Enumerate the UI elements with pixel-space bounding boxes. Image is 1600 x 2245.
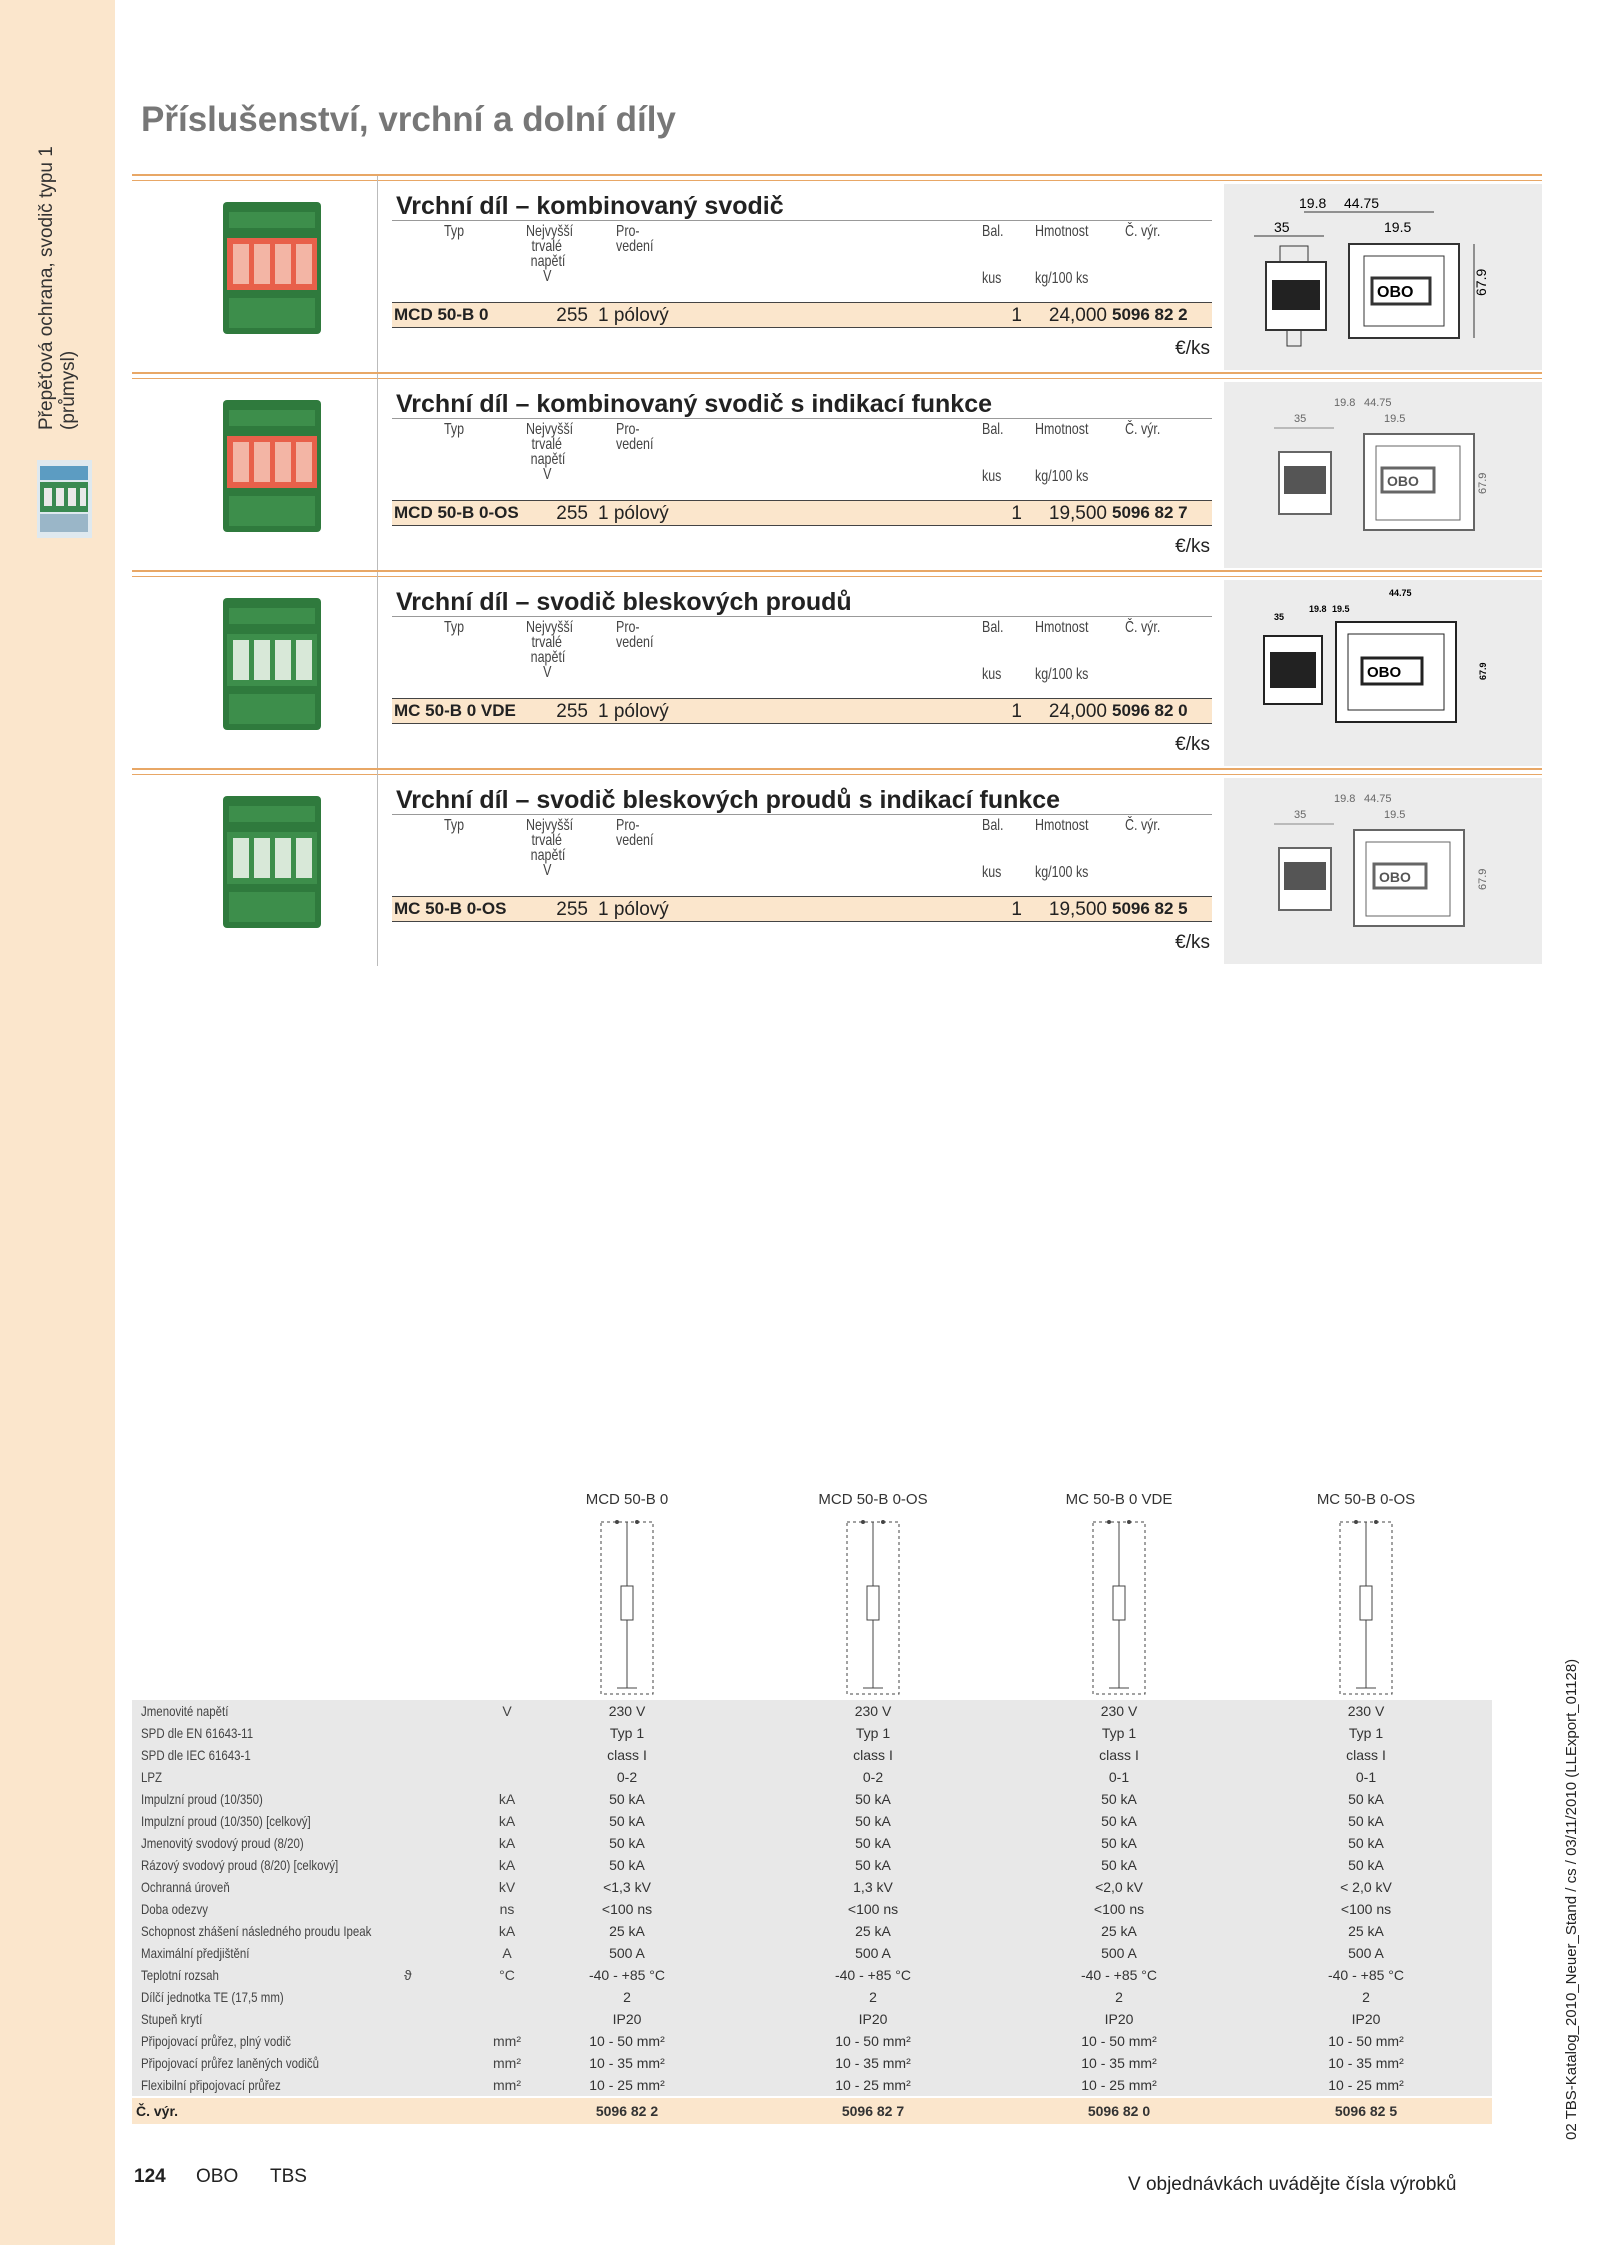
cell-voltage: 255 xyxy=(556,503,588,524)
header-weight: Hmotnost xyxy=(1035,817,1089,834)
spec-row xyxy=(132,1832,1492,1854)
spec-value: 50 kA xyxy=(609,1835,645,1851)
header-bal-unit: kus xyxy=(982,666,1002,683)
price-unit: €/ks xyxy=(1175,536,1210,557)
spec-value: 50 kA xyxy=(855,1835,891,1851)
cell-design: 1 pólový xyxy=(598,899,669,920)
header-bal-unit: kus xyxy=(982,468,1002,485)
table-row xyxy=(392,500,1212,526)
spec-value: 500 A xyxy=(609,1945,645,1961)
cell-bal: 1 xyxy=(1011,899,1022,920)
spec-value: 10 - 25 mm² xyxy=(835,2077,911,2093)
section-title: Vrchní díl – kombinovaný svodič s indikací funkce xyxy=(396,390,993,418)
order-table xyxy=(392,616,1212,766)
section-divider xyxy=(377,770,378,966)
spec-unit: °C xyxy=(499,1967,515,1983)
side-reference: 02 TBS-Katalog_2010_Neuer_Stand / cs / 03/11/2010 (LLExport_01128) xyxy=(1563,1658,1580,2140)
spec-value: 2 xyxy=(623,1989,631,2005)
header-bal-unit: kus xyxy=(982,270,1002,287)
wiring-diagram xyxy=(833,1516,913,1696)
spec-value: <100 ns xyxy=(1340,1901,1392,1917)
header-design: Pro- vedení xyxy=(616,619,654,651)
spec-unit: mm² xyxy=(493,2055,521,2071)
spec-row xyxy=(132,1810,1492,1832)
spec-row xyxy=(132,1788,1492,1810)
spec-row xyxy=(132,1854,1492,1876)
spec-value: 500 A xyxy=(855,1945,891,1961)
spec-value: Typ 1 xyxy=(609,1725,645,1741)
svg-text:35: 35 xyxy=(1274,612,1285,622)
header-typ: Typ xyxy=(444,817,465,834)
spec-unit: mm² xyxy=(493,2077,521,2093)
spec-label: Maximální předjištění xyxy=(141,1945,250,1961)
spec-unit: kA xyxy=(498,1835,516,1851)
header-design: Pro- vedení xyxy=(616,223,654,255)
diagram-label: MCD 50-B 0 xyxy=(585,1491,669,1508)
svg-text:19.5: 19.5 xyxy=(1384,809,1406,821)
header-typ: Typ xyxy=(444,421,465,438)
table-top-line xyxy=(392,814,1212,815)
header-bal: Bal. xyxy=(982,619,1004,636)
svg-text:35: 35 xyxy=(1294,809,1307,821)
spec-value: 230 V xyxy=(1100,1703,1138,1719)
spec-label: Impulzní proud (10/350) xyxy=(141,1791,263,1807)
svg-text:OBO: OBO xyxy=(1377,284,1414,301)
spec-value: 10 - 50 mm² xyxy=(1328,2033,1404,2049)
spec-value: 10 - 35 mm² xyxy=(589,2055,665,2071)
spec-value: 50 kA xyxy=(609,1791,645,1807)
cell-weight: 19,500 xyxy=(1048,899,1107,920)
header-bal: Bal. xyxy=(982,421,1004,438)
product-image xyxy=(217,198,327,338)
spec-value: 500 A xyxy=(1348,1945,1384,1961)
article-number-row xyxy=(132,2098,1492,2124)
spec-row xyxy=(132,2052,1492,2074)
diagram-label: MCD 50-B 0-OS xyxy=(818,1491,928,1508)
spec-value: 0-2 xyxy=(616,1769,638,1785)
cell-weight: 19,500 xyxy=(1048,503,1107,524)
order-table xyxy=(392,418,1212,568)
price-unit: €/ks xyxy=(1175,338,1210,359)
spec-label: Stupeň krytí xyxy=(141,2011,203,2027)
header-art: Č. výr. xyxy=(1125,421,1161,438)
svg-text:44.75: 44.75 xyxy=(1364,397,1392,409)
spec-value: 50 kA xyxy=(1348,1835,1384,1851)
cell-type: MCD 50-B 0 xyxy=(394,305,489,324)
section-divider xyxy=(377,374,378,570)
product-image xyxy=(217,792,327,932)
svg-text:35: 35 xyxy=(1294,413,1307,425)
spec-label: Připojovací průřez, plný vodič xyxy=(141,2033,291,2049)
svg-text:19.8: 19.8 xyxy=(1299,195,1327,211)
header-voltage: Nejvyšší trvalé napětí V xyxy=(526,817,574,879)
spec-value: -40 - +85 °C xyxy=(834,1967,912,1983)
spec-label: Teplotní rozsah xyxy=(141,1967,219,1983)
header-typ: Typ xyxy=(444,223,465,240)
diagram-label: MC 50-B 0-OS xyxy=(1316,1491,1416,1508)
spec-value: 10 - 35 mm² xyxy=(1081,2055,1157,2071)
spec-value: 0-1 xyxy=(1355,1769,1377,1785)
spec-row xyxy=(132,1964,1492,1986)
svg-text:67.9: 67.9 xyxy=(1473,268,1489,296)
svg-text:19.8: 19.8 xyxy=(1334,397,1356,409)
wiring-diagram xyxy=(587,1516,667,1696)
spec-unit: kV xyxy=(498,1879,516,1895)
spec-unit: kA xyxy=(498,1791,516,1807)
spec-value: 25 kA xyxy=(609,1923,645,1939)
spec-value: Typ 1 xyxy=(855,1725,891,1741)
cell-bal: 1 xyxy=(1011,305,1022,326)
spec-value: 10 - 50 mm² xyxy=(1081,2033,1157,2049)
header-weight: Hmotnost xyxy=(1035,619,1089,636)
table-top-line xyxy=(392,418,1212,419)
header-voltage: Nejvyšší trvalé napětí V xyxy=(526,421,574,483)
svg-text:19.8: 19.8 xyxy=(1334,793,1356,805)
cell-type: MCD 50-B 0-OS xyxy=(394,503,519,522)
sidebar-caption-line1: Přepěťová ochrana, svodič typu 1 xyxy=(36,146,57,430)
section-title: Vrchní díl – svodič bleskových proudů s indikací funkce xyxy=(396,786,1061,814)
product-section xyxy=(132,768,1542,968)
spec-value: 10 - 35 mm² xyxy=(1328,2055,1404,2071)
cell-type: MC 50-B 0-OS xyxy=(394,899,507,918)
cell-design: 1 pólový xyxy=(598,701,669,722)
cell-design: 1 pólový xyxy=(598,503,669,524)
cell-voltage: 255 xyxy=(556,305,588,326)
cell-art: 5096 82 0 xyxy=(1112,701,1188,720)
cell-weight: 24,000 xyxy=(1048,701,1107,722)
sidebar-caption xyxy=(36,10,80,430)
article-number-label: Č. výr. xyxy=(136,2103,179,2119)
svg-text:OBO: OBO xyxy=(1379,869,1411,885)
sidebar-caption-line2: (průmysl) xyxy=(58,350,79,430)
spec-value: 0-1 xyxy=(1108,1769,1130,1785)
spec-unit: kA xyxy=(498,1813,516,1829)
product-section xyxy=(132,174,1542,374)
svg-text:19.5: 19.5 xyxy=(1384,413,1406,425)
spec-value: 230 V xyxy=(1347,1703,1385,1719)
order-table xyxy=(392,220,1212,370)
spec-value: class I xyxy=(1099,1747,1139,1763)
order-table xyxy=(392,814,1212,964)
header-design: Pro- vedení xyxy=(616,817,654,849)
product-image xyxy=(217,396,327,536)
wiring-diagram xyxy=(1079,1516,1159,1696)
cell-bal: 1 xyxy=(1011,503,1022,524)
spec-value: Typ 1 xyxy=(1101,1725,1137,1741)
spec-value: IP20 xyxy=(1104,2011,1134,2027)
spec-row xyxy=(132,1898,1492,1920)
svg-text:44.75: 44.75 xyxy=(1344,195,1380,211)
table-top-line xyxy=(392,616,1212,617)
spec-value: 50 kA xyxy=(1348,1813,1384,1829)
header-bal: Bal. xyxy=(982,817,1004,834)
spec-row xyxy=(132,1920,1492,1942)
price-unit: €/ks xyxy=(1175,932,1210,953)
dimension-drawing xyxy=(1224,382,1542,568)
spec-label: Schopnost zhášení následného proudu Ipeak xyxy=(141,1923,372,1939)
spec-row xyxy=(132,1942,1492,1964)
spec-value: class I xyxy=(853,1747,893,1763)
table-row xyxy=(392,302,1212,328)
spec-row xyxy=(132,1876,1492,1898)
svg-text:67.9: 67.9 xyxy=(1477,868,1489,890)
spec-value: 2 xyxy=(1115,1989,1123,2005)
table-top-line xyxy=(392,220,1212,221)
spec-value: class I xyxy=(1346,1747,1386,1763)
spec-label: Rázový svodový proud (8/20) [celkový] xyxy=(141,1857,339,1873)
spec-unit: ns xyxy=(499,1901,515,1917)
product-image xyxy=(217,594,327,734)
cell-voltage: 255 xyxy=(556,701,588,722)
spec-label: Ochranná úroveň xyxy=(141,1879,230,1895)
cell-type: MC 50-B 0 VDE xyxy=(394,701,516,720)
spec-value: 50 kA xyxy=(609,1813,645,1829)
header-weight: Hmotnost xyxy=(1035,421,1089,438)
spec-value: <2,0 kV xyxy=(1095,1879,1143,1895)
spec-value: 50 kA xyxy=(855,1857,891,1873)
spec-value: 500 A xyxy=(1101,1945,1137,1961)
header-art: Č. výr. xyxy=(1125,619,1161,636)
spec-value: -40 - +85 °C xyxy=(1327,1967,1405,1983)
spec-value: 25 kA xyxy=(855,1923,891,1939)
spec-label: Jmenovitý svodový proud (8/20) xyxy=(141,1835,304,1851)
section-divider xyxy=(377,572,378,768)
spec-value: 50 kA xyxy=(609,1857,645,1873)
header-bal-unit: kus xyxy=(982,864,1002,881)
header-art: Č. výr. xyxy=(1125,223,1161,240)
spec-value: IP20 xyxy=(612,2011,642,2027)
svg-text:67.9: 67.9 xyxy=(1477,472,1489,494)
spec-value: 50 kA xyxy=(1101,1813,1137,1829)
spec-row xyxy=(132,2030,1492,2052)
spec-value: -40 - +85 °C xyxy=(588,1967,666,1983)
spec-value: 50 kA xyxy=(855,1813,891,1829)
spec-row xyxy=(132,2074,1492,2096)
wiring-diagram xyxy=(1326,1516,1406,1696)
spec-row xyxy=(132,1722,1492,1744)
cell-design: 1 pólový xyxy=(598,305,669,326)
header-weight-unit: kg/100 ks xyxy=(1035,468,1089,485)
article-number-value: 5096 82 2 xyxy=(595,2103,659,2119)
spec-value: 50 kA xyxy=(1101,1791,1137,1807)
spec-value: 10 - 50 mm² xyxy=(589,2033,665,2049)
diagram-label: MC 50-B 0 VDE xyxy=(1065,1491,1173,1508)
header-weight: Hmotnost xyxy=(1035,223,1089,240)
dimension-drawing xyxy=(1224,778,1542,964)
cell-art: 5096 82 7 xyxy=(1112,503,1188,522)
article-number-value: 5096 82 0 xyxy=(1087,2103,1151,2119)
spec-value: IP20 xyxy=(858,2011,888,2027)
spec-label: Doba odezvy xyxy=(141,1901,209,1917)
spec-value: 230 V xyxy=(608,1703,646,1719)
footer-note: V objednávkách uvádějte čísla výrobků xyxy=(1128,2174,1457,2195)
spec-label: Impulzní proud (10/350) [celkový] xyxy=(141,1813,311,1829)
header-voltage: Nejvyšší trvalé napětí V xyxy=(526,223,574,285)
spec-unit: V xyxy=(502,1703,512,1719)
sidebar-product-thumbnail xyxy=(37,460,92,538)
spec-value: 10 - 50 mm² xyxy=(835,2033,911,2049)
cell-voltage: 255 xyxy=(556,899,588,920)
spec-row xyxy=(132,1744,1492,1766)
spec-symbol: ϑ xyxy=(404,1967,412,1983)
header-art: Č. výr. xyxy=(1125,817,1161,834)
product-section xyxy=(132,372,1542,572)
page-title: Příslušenství, vrchní a dolní díly xyxy=(141,100,676,139)
spec-value: <100 ns xyxy=(847,1901,899,1917)
spec-value: 0-2 xyxy=(862,1769,884,1785)
spec-value: 10 - 25 mm² xyxy=(1328,2077,1404,2093)
header-weight-unit: kg/100 ks xyxy=(1035,666,1089,683)
header-weight-unit: kg/100 ks xyxy=(1035,270,1089,287)
spec-value: 25 kA xyxy=(1101,1923,1137,1939)
table-row xyxy=(392,896,1212,922)
svg-text:44.75: 44.75 xyxy=(1389,588,1412,598)
cell-weight: 24,000 xyxy=(1048,305,1107,326)
header-typ: Typ xyxy=(444,619,465,636)
spec-label: Připojovací průřez laněných vodičů xyxy=(141,2055,320,2071)
spec-label: SPD dle EN 61643-11 xyxy=(141,1725,254,1741)
spec-value: 50 kA xyxy=(1348,1857,1384,1873)
footer-brand: OBO xyxy=(196,2166,239,2187)
svg-text:19.8: 19.8 xyxy=(1309,604,1327,614)
spec-value: 1,3 kV xyxy=(853,1879,893,1895)
dimension-drawing xyxy=(1224,580,1542,766)
spec-value: 50 kA xyxy=(1101,1857,1137,1873)
spec-unit: A xyxy=(502,1945,512,1961)
spec-row xyxy=(132,1986,1492,2008)
spec-value: < 2,0 kV xyxy=(1340,1879,1392,1895)
svg-text:67.9: 67.9 xyxy=(1478,662,1488,680)
svg-text:19.5: 19.5 xyxy=(1384,219,1412,235)
spec-value: 10 - 25 mm² xyxy=(589,2077,665,2093)
spec-value: IP20 xyxy=(1351,2011,1381,2027)
spec-label: Flexibilní připojovací průřez xyxy=(141,2077,281,2093)
table-row xyxy=(392,698,1212,724)
svg-text:44.75: 44.75 xyxy=(1364,793,1392,805)
cell-art: 5096 82 2 xyxy=(1112,305,1188,324)
spec-unit: kA xyxy=(498,1923,516,1939)
svg-text:19.5: 19.5 xyxy=(1332,604,1350,614)
header-design: Pro- vedení xyxy=(616,421,654,453)
price-unit: €/ks xyxy=(1175,734,1210,755)
spec-value: Typ 1 xyxy=(1348,1725,1384,1741)
spec-value: 230 V xyxy=(854,1703,892,1719)
spec-unit: kA xyxy=(498,1857,516,1873)
cell-art: 5096 82 5 xyxy=(1112,899,1188,918)
spec-value: 50 kA xyxy=(1101,1835,1137,1851)
section-title: Vrchní díl – kombinovaný svodič xyxy=(396,192,784,220)
spec-value: -40 - +85 °C xyxy=(1080,1967,1158,1983)
section-title: Vrchní díl – svodič bleskových proudů xyxy=(396,588,852,616)
spec-value: 25 kA xyxy=(1348,1923,1384,1939)
spec-label: LPZ xyxy=(141,1769,163,1785)
spec-value: <100 ns xyxy=(1093,1901,1145,1917)
article-number-value: 5096 82 5 xyxy=(1334,2103,1398,2119)
header-bal: Bal. xyxy=(982,223,1004,240)
spec-value: 50 kA xyxy=(1348,1791,1384,1807)
header-voltage: Nejvyšší trvalé napětí V xyxy=(526,619,574,681)
article-number-value: 5096 82 7 xyxy=(841,2103,905,2119)
spec-row xyxy=(132,2008,1492,2030)
spec-value: 2 xyxy=(869,1989,877,2005)
spec-value: 10 - 35 mm² xyxy=(835,2055,911,2071)
spec-unit: mm² xyxy=(493,2033,521,2049)
spec-value: class I xyxy=(607,1747,647,1763)
footer-series: TBS xyxy=(270,2166,307,2187)
section-divider xyxy=(377,176,378,372)
svg-text:OBO: OBO xyxy=(1367,664,1402,681)
product-section xyxy=(132,570,1542,770)
spec-value: 2 xyxy=(1362,1989,1370,2005)
svg-text:35: 35 xyxy=(1274,219,1290,235)
spec-value: <100 ns xyxy=(601,1901,653,1917)
spec-label: Jmenovité napětí xyxy=(141,1703,229,1719)
spec-label: SPD dle IEC 61643-1 xyxy=(141,1747,251,1763)
spec-value: 10 - 25 mm² xyxy=(1081,2077,1157,2093)
spec-value: 50 kA xyxy=(855,1791,891,1807)
page-number: 124 xyxy=(134,2166,166,2187)
spec-row xyxy=(132,1766,1492,1788)
spec-value: <1,3 kV xyxy=(603,1879,651,1895)
header-weight-unit: kg/100 ks xyxy=(1035,864,1089,881)
dimension-drawing xyxy=(1224,184,1542,370)
spec-row xyxy=(132,1700,1492,1722)
svg-text:OBO: OBO xyxy=(1387,473,1419,489)
cell-bal: 1 xyxy=(1011,701,1022,722)
spec-label: Dílčí jednotka TE (17,5 mm) xyxy=(141,1989,284,2005)
